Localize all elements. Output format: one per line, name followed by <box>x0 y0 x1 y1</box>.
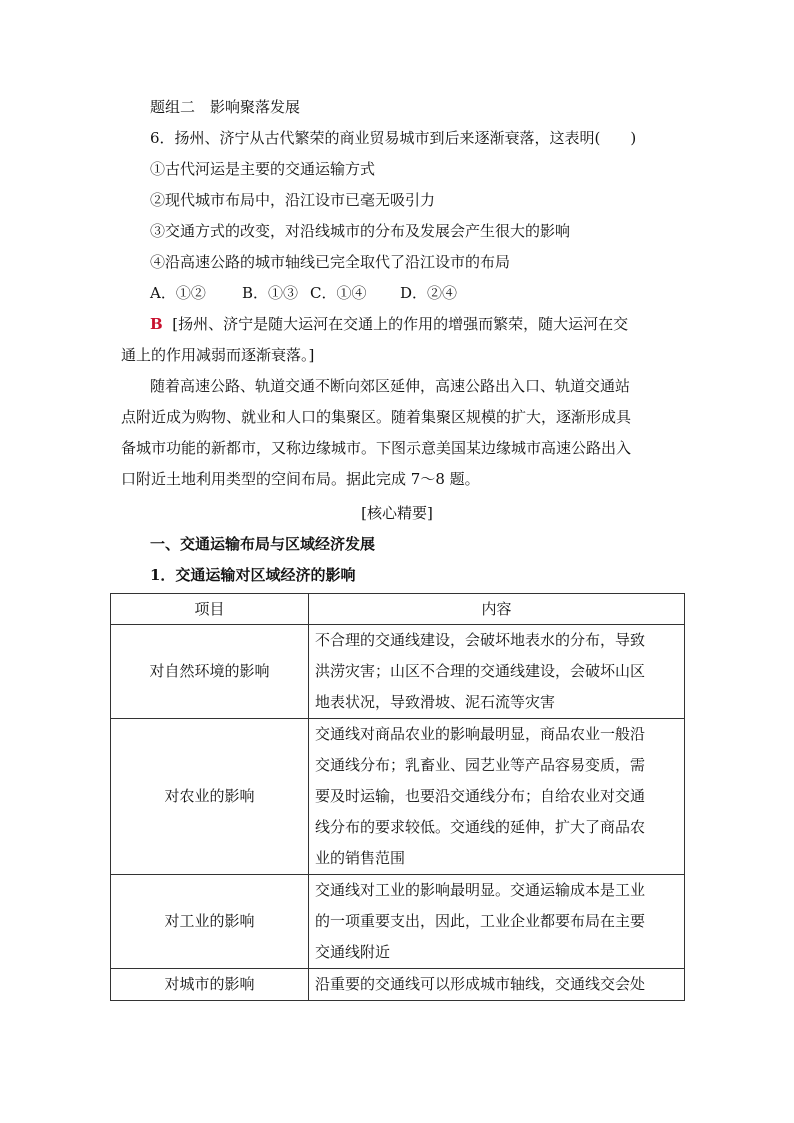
statement-4: ④沿高速公路的城市轴线已完全取代了沿江设市的布局 <box>150 253 511 271</box>
table-body <box>111 625 685 1001</box>
content-line: 地表状况，导致滑坡、泥石流等灾害 <box>315 693 556 711</box>
answer-letter: B <box>150 315 163 333</box>
content-line: 业的销售范围 <box>315 849 406 867</box>
section-heading: 一、交通运输布局与区域经济发展 <box>150 535 376 553</box>
content-line: 沿重要的交通线可以形成城市轴线，交通线交会处 <box>315 975 646 993</box>
table-row <box>111 625 685 719</box>
option-a: A．①② <box>150 284 206 302</box>
passage-line-3: 备城市功能的新都市，又称边缘城市。下图示意美国某边缘城市高速公路出入 <box>121 439 632 457</box>
table-row <box>111 719 685 875</box>
table-row <box>111 969 685 1001</box>
statement-3: ③交通方式的改变，对沿线城市的分布及发展会产生很大的影响 <box>150 222 571 240</box>
row-content <box>309 625 685 719</box>
option-d: D．②④ <box>400 284 458 302</box>
content-line: 交通线对商品农业的影响最明显，商品农业一般沿 <box>315 725 646 743</box>
passage-line-4: 口附近土地利用类型的空间布局。据此完成 7～8 题。 <box>121 470 480 488</box>
row-item-label: 对城市的影响 <box>111 969 309 1001</box>
content-line: 线分布的要求较低。交通线的延伸，扩大了商品农 <box>315 818 646 836</box>
content-line: 不合理的交通线建设，会破坏地表水的分布，导致 <box>315 631 646 649</box>
content-line: 的一项重要支出，因此，工业企业都要布局在主要 <box>315 912 646 930</box>
table-header-row <box>111 594 685 625</box>
explanation-line-2: 通上的作用减弱而逐渐衰落。] <box>121 346 315 364</box>
option-c: C．①④ <box>310 284 367 302</box>
row-content <box>309 719 685 875</box>
group-heading: 题组二 影响聚落发展 <box>150 98 301 116</box>
question-stem: 6．扬州、济宁从古代繁荣的商业贸易城市到后来逐渐衰落，这表明( ) <box>150 129 637 147</box>
answer-explanation <box>150 313 628 335</box>
row-content <box>309 969 685 1001</box>
row-item-label: 对工业的影响 <box>111 875 309 969</box>
passage-line-2: 点附近成为购物、就业和人口的集聚区。随着集聚区规模的扩大，逐渐形成具 <box>121 408 632 426</box>
passage-line-1: 随着高速公路、轨道交通不断向郊区延伸，高速公路出入口、轨道交通站 <box>150 377 631 395</box>
content-line: 交通线对工业的影响最明显。交通运输成本是工业 <box>315 881 646 899</box>
answer-options <box>150 282 457 304</box>
header-content: 内容 <box>309 594 685 625</box>
sub-heading: 1．交通运输对区域经济的影响 <box>150 566 356 584</box>
content-line: 交通线分布；乳畜业、园艺业等产品容易变质，需 <box>315 756 646 774</box>
row-content <box>309 875 685 969</box>
row-item-label: 对自然环境的影响 <box>111 625 309 719</box>
impact-table <box>110 593 685 1001</box>
row-item-label: 对农业的影响 <box>111 719 309 875</box>
content-line: 交通线附近 <box>315 943 391 961</box>
statement-2: ②现代城市布局中，沿江设市已毫无吸引力 <box>150 191 436 209</box>
option-b: B．①③ <box>242 284 299 302</box>
statement-1: ①古代河运是主要的交通运输方式 <box>150 160 376 178</box>
explanation-line-1: [扬州、济宁是随大运河在交通上的作用的增强而繁荣，随大运河在交 <box>172 315 629 333</box>
content-line: 洪涝灾害；山区不合理的交通线建设，会破坏山区 <box>315 662 646 680</box>
table-row <box>111 875 685 969</box>
header-item: 项目 <box>111 594 309 625</box>
content-line: 要及时运输，也要沿交通线分布；自给农业对交通 <box>315 787 646 805</box>
section-tag: [核心精要] <box>361 504 433 522</box>
